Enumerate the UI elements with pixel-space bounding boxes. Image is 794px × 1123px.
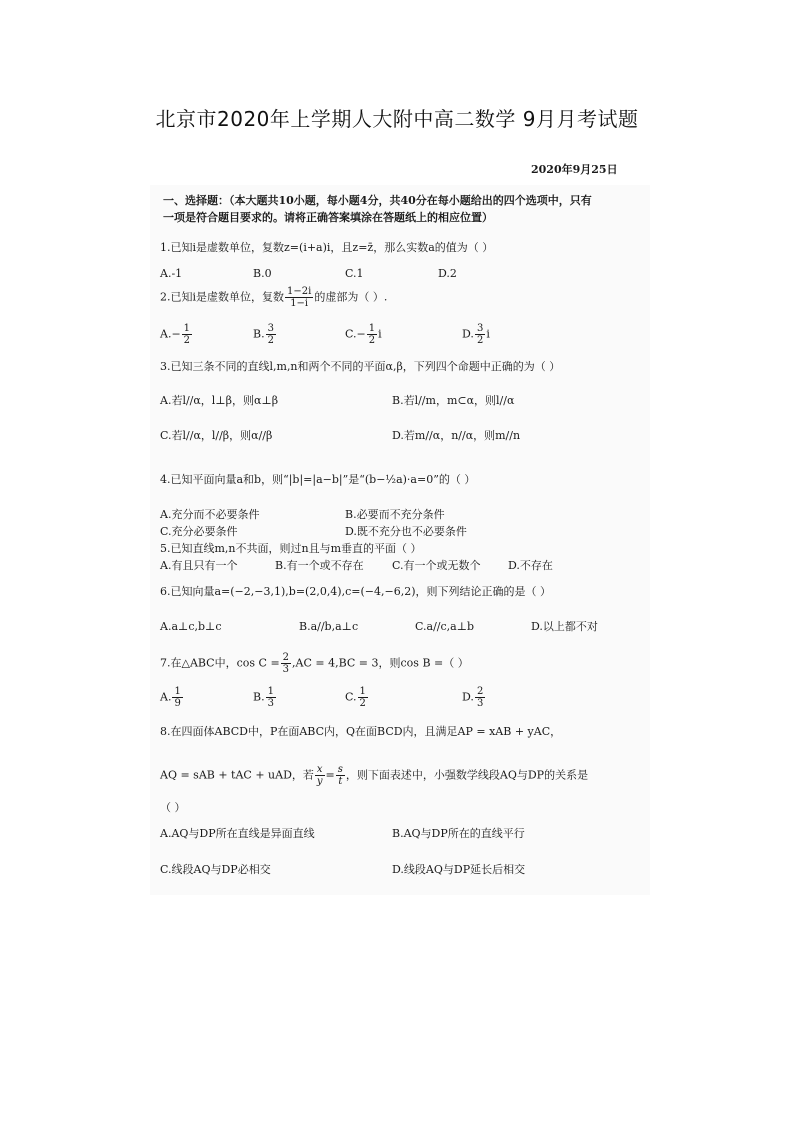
q7-stem [160,652,469,675]
q7-option-b: B. $\frac{1}{3}$ [253,686,274,709]
q8-option-a: A.AQ与DP所在直线是异面直线 [160,827,315,840]
q7-option-d: D. $\frac{2}{3}$ [462,686,484,709]
q4-option-a: A.充分而不必要条件 [160,508,260,521]
q8-stem-line3: （ ） [160,801,186,814]
q7-option-a: A. $\frac{1}{9}$ [160,686,181,709]
q2-stem [160,286,387,309]
q7-frac-num: 2 [282,652,290,663]
q5-option-a: A.有且只有一个 [160,559,238,572]
section-header-line2: 一项是符合题目要求的。请将正确答案填涂在答题纸上的相应位置） [163,211,493,224]
q2-option-c: C.− $\frac{1}{2}$ i [345,323,382,346]
q3-option-c: C.若l//α，l//β，则α//β [160,429,273,442]
q7-stem-post: ,AC = 4,BC = 3，则cos B =（ ） [292,656,469,670]
q2-frac-den: 1−i [290,298,309,309]
q4-option-b: B.必要而不充分条件 [345,508,445,521]
q1-option-a: A.-1 [160,267,183,280]
q4-stem: 4.已知平面向量a和b，则“|b|=|a−b|”是“(b−½a)·a=0”的（ ） [160,473,476,486]
q6-option-b: B.a//b,a⊥c [299,620,359,633]
q1-option-b: B.0 [253,267,272,280]
q6-option-a: A.a⊥c,b⊥c [160,620,222,633]
q4-option-d: D.既不充分也不必要条件 [345,525,467,538]
q2-option-a: A.− $\frac{1}{2}$ [160,323,191,346]
q1-option-d: D.2 [438,267,457,280]
q4-option-c: C.充分必要条件 [160,525,238,538]
q3-option-b: B.若l//m，m⊂α，则l//α [392,394,515,407]
q8-stem: 8.在四面体ABCD中，P在面ABC内，Q在面BCD内，且满足AP = xAB + yAC， [160,725,562,738]
q7-fraction [281,652,291,675]
q8-option-d: D.线段AQ与DP延长后相交 [392,863,526,876]
q2-option-b: B. $\frac{3}{2}$ [253,323,274,346]
q5-option-d: D.不存在 [508,559,553,572]
q5-option-b: B.有一个或不存在 [275,559,364,572]
q7-option-c: C. $\frac{1}{2}$ [345,686,366,709]
q5-option-c: C.有一个或无数个 [392,559,481,572]
q2-option-d: D. $\frac{3}{2}$ i [462,323,490,346]
q3-option-a: A.若l//α，l⊥β，则α⊥β [160,394,279,407]
q6-option-d: D.以上都不对 [531,620,598,633]
q8-option-c: C.线段AQ与DP必相交 [160,863,271,876]
page-title: 北京市2020年上学期人大附中高二数学 9月月考试题 [155,107,639,131]
q2-stem-post: 的虚部为（ ）. [314,290,388,304]
q6-option-c: C.a//c,a⊥b [415,620,475,633]
q1-stem: 1.已知i是虚数单位，复数z=(i+a)i，且z=z̄，那么实数a的值为（ ） [160,241,494,254]
section-header-line1: 一、选择题：（本大题共10小题，每小题4分，共40分在每小题给出的四个选项中，只有 [163,194,592,207]
exam-date: 2020年9月25日 [531,163,618,176]
q6-stem: 6.已知向量a=(−2,−3,1),b=(2,0,4),c=(−4,−6,2)，则下列结论正确的是（ ） [160,585,551,598]
q2-stem-pre: 2.已知i是虚数单位，复数 [160,290,285,304]
q2-fraction [285,286,313,309]
q3-stem: 3.已知三条不同的直线l,m,n和两个不同的平面α,β，下列四个命题中正确的为（ ） [160,360,561,373]
q5-stem: 5.已知直线m,n不共面，则过n且与m垂直的平面（ ） [160,542,422,555]
q7-frac-den: 3 [282,664,290,675]
q8-stem-line2: AQ = sAB + tAC + uAD，若 $\frac{x}{y}$ = $\frac{s}{t}$ ，则下面表述中，小强数学线段AQ与DP的关系是 [160,764,589,787]
q2-frac-num: 1−2i [287,286,312,297]
q3-option-d: D.若m//α，n//α，则m//n [392,429,521,442]
q8-option-b: B.AQ与DP所在的直线平行 [392,827,525,840]
q7-stem-pre: 7.在△ABC中，cos C = [160,656,280,670]
q1-option-c: C.1 [345,267,364,280]
